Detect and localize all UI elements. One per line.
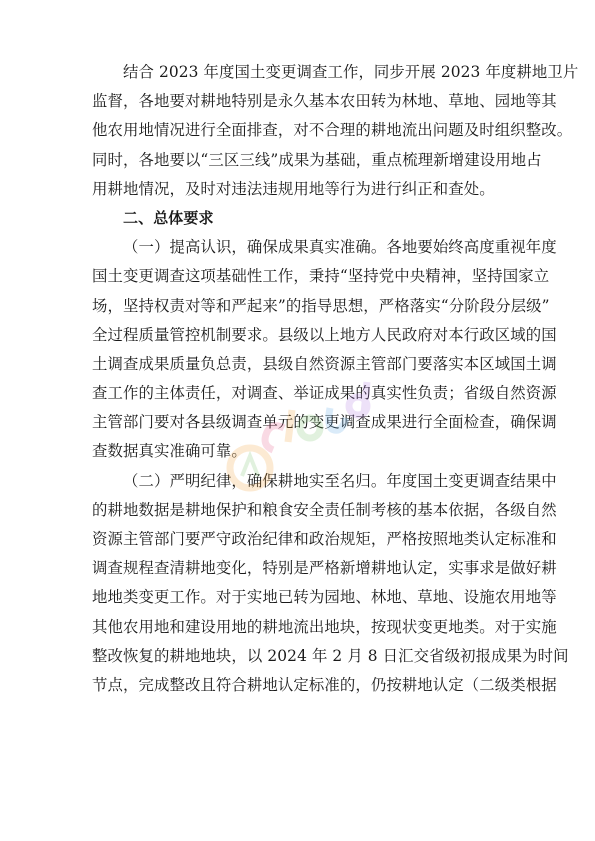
text-line: 整改恢复的耕地地块，以 2024 年 2 月 8 日汇交省级初报成果为时间 (92, 646, 569, 665)
text-line: 的耕地数据是耕地保护和粮食安全责任制考核的基本依据，各级自然 (92, 500, 557, 519)
text-line: 土调查成果质量负总责，县级自然资源主管部门要落实本区域国土调 (92, 354, 557, 373)
text-line: 主管部门要对各县级调查单元的变更调查成果进行全面检查，确保调 (92, 413, 557, 432)
document-body (92, 58, 579, 700)
text-line: 其他农用地和建设用地的耕地流出地块，按现状变更地类。对于实施 (92, 617, 557, 636)
paragraph-strict-discipline (92, 467, 569, 701)
text-line: 查数据真实准确可靠。 (92, 442, 247, 461)
text-line: 用耕地情况，及时对违法违规用地等行为进行纠正和查处。 (92, 179, 495, 198)
text-line: 结合 2023 年度国土变更调查工作，同步开展 2023 年度耕地卫片 (123, 63, 579, 81)
paragraph-intro (92, 58, 579, 204)
text-line: 地地类变更工作。对于实地已转为园地、林地、草地、设施农用地等 (92, 588, 557, 607)
text-line: 节点，完成整改且符合耕地认定标准的，仍按耕地认定（二级类根据 (92, 675, 557, 694)
text-line: 资源主管部门要严守政治纪律和政治规矩，严格按照地类认定标准和 (92, 530, 557, 548)
section-heading: 二、总体要求 (123, 208, 214, 227)
paragraph-improve-awareness (92, 233, 557, 467)
text-line: 他农用地情况进行全面排查，对不合理的耕地流出问题及时组织整改。 (92, 121, 573, 140)
text-line: （一）提高认识，确保成果真实准确。各地要始终高度重视年度 (123, 238, 557, 257)
text-line: 国土变更调查这项基础性工作，秉持“坚持党中央精神，坚持国家立 (92, 267, 550, 286)
text-line: 查工作的主体责任，对调查、举证成果的真实性负责；省级自然资源 (92, 384, 557, 403)
text-line: （二）严明纪律，确保耕地实至名归。年度国土变更调查结果中 (123, 471, 557, 490)
text-line: 场，坚持权责对等和严起来”的指导思想，严格落实“分阶段分层级” (92, 296, 550, 315)
text-line: 全过程质量管控机制要求。县级以上地方人民政府对本行政区域的国 (92, 325, 557, 344)
text-line: 监督，各地要对耕地特别是永久基本农田转为林地、草地、园地等其 (92, 92, 557, 111)
text-line: 调查规程查清耕地变化，特别是严格新增耕地认定，实事求是做好耕 (92, 559, 557, 578)
text-line: 同时，各地要以“三区三线”成果为基础，重点梳理新增建设用地占 (92, 150, 542, 169)
